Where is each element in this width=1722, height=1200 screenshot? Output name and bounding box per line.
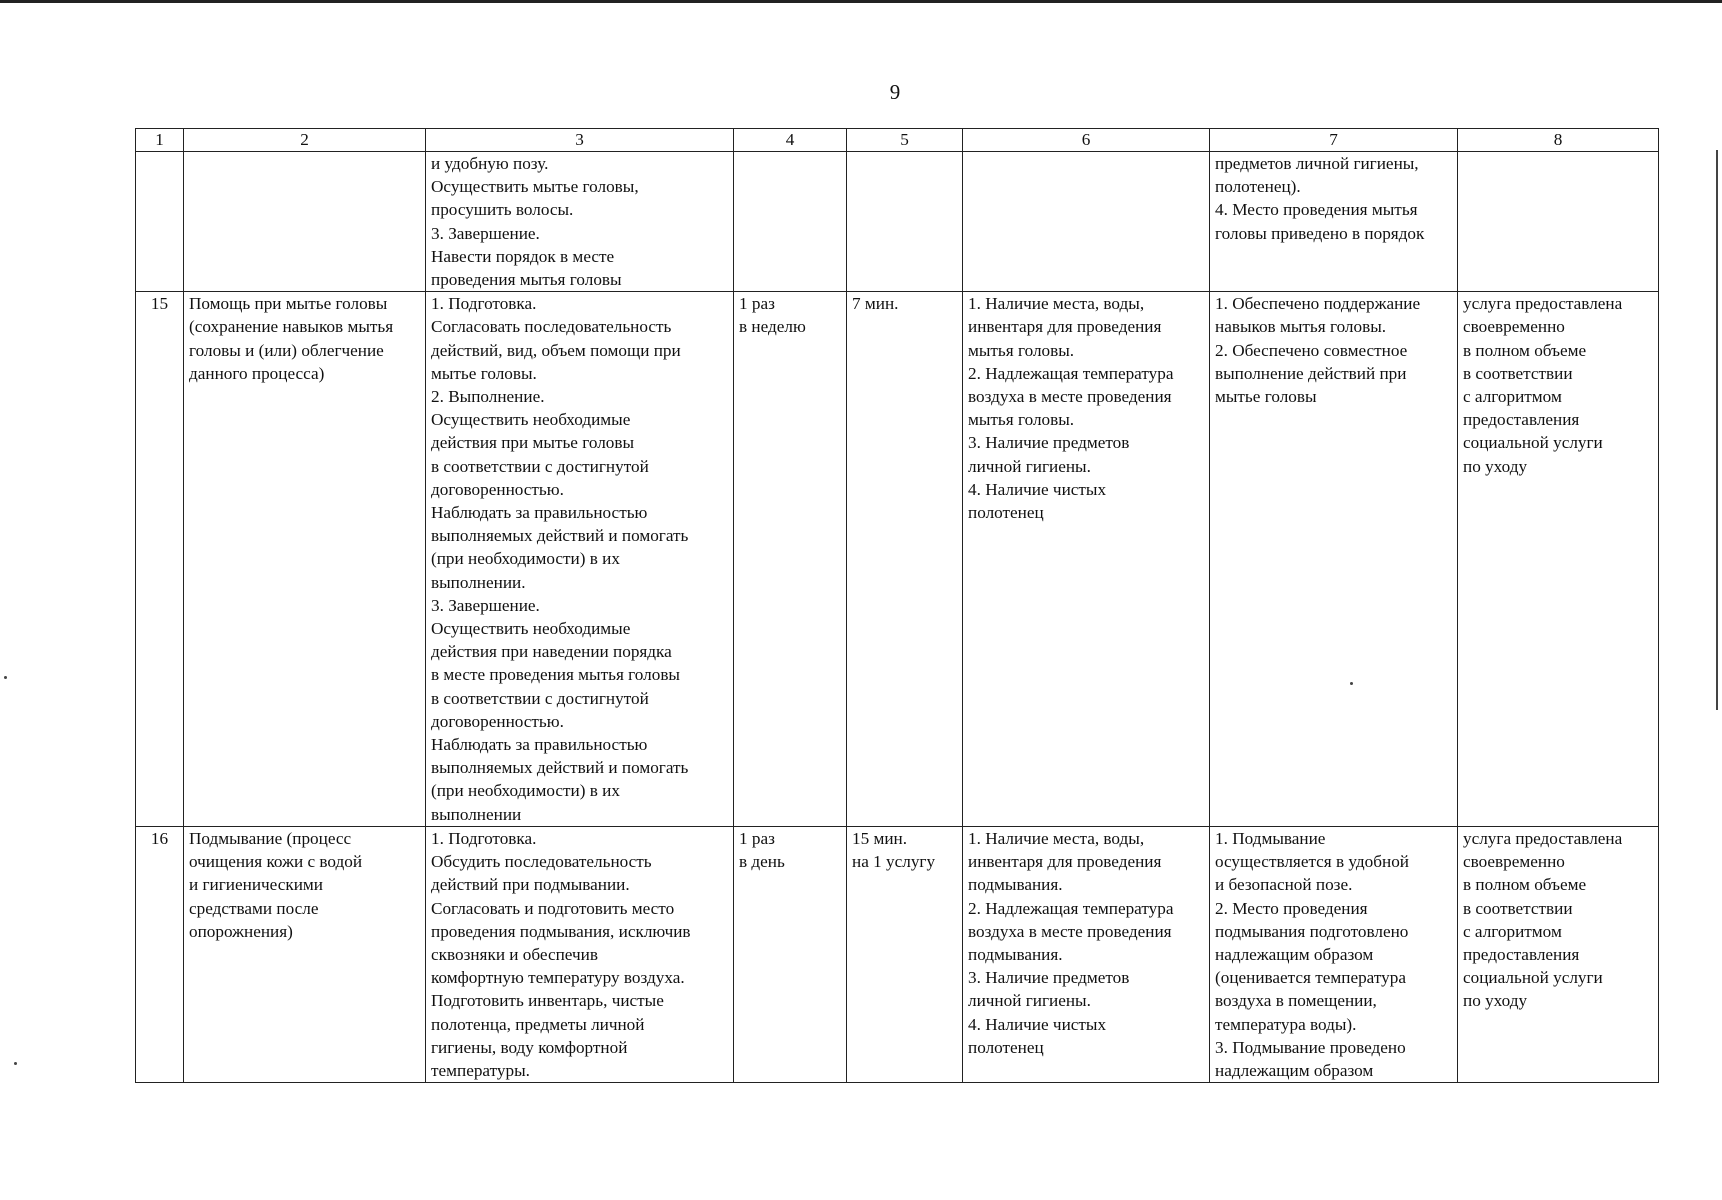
evaluation-cell [1458, 152, 1659, 292]
results-cell: предметов личной гигиены, полотенец). 4. Место проведения мытья головы приведено в порядок [1210, 152, 1458, 292]
page-number: 9 [889, 80, 901, 104]
scan-speck [4, 676, 7, 679]
scan-edge-right [1716, 150, 1718, 710]
actions-cell: 1. Подготовка. Обсудить последовательность действий при подмывании. Согласовать и подготовить место проведения подмывания, исключив сквозняки и обеспечив комфортную температуру воздуха. Подготовить инвентарь, чистые полотенца, предметы личной гигиены, воду комфортной температуры. [426, 826, 734, 1082]
service-name-cell: Подмывание (процесс очищения кожи с водой и гигиеническими средствами после опорожнения) [184, 826, 426, 1082]
services-table [135, 128, 1659, 1083]
scan-edge-top [0, 0, 1722, 3]
service-name-cell [184, 152, 426, 292]
row-number-cell [136, 152, 184, 292]
frequency-cell: 1 раз в день [734, 826, 847, 1082]
column-number-header: 5 [847, 129, 963, 152]
table-row-16 [136, 826, 1659, 1082]
evaluation-cell: услуга предоставлена своевременно в полном объеме в соответствии с алгоритмом предоставления социальной услуги по уходу [1458, 292, 1659, 827]
column-number-header: 2 [184, 129, 426, 152]
duration-cell [847, 152, 963, 292]
results-cell: 1. Подмывание осуществляется в удобной и безопасной позе. 2. Место проведения подмывания подготовлено надлежащим образом (оценивается температура воздуха в помещении, температура воды). 3. Подмывание проведено надлежащим образом [1210, 826, 1458, 1082]
service-name-cell: Помощь при мытье головы (сохранение навыков мытья головы и (или) облегчение данного процесса) [184, 292, 426, 827]
table-row-continuation [136, 152, 1659, 292]
row-number-cell: 16 [136, 826, 184, 1082]
conditions-cell: 1. Наличие места, воды, инвентаря для проведения мытья головы. 2. Надлежащая температура воздуха в месте проведения мытья головы. 3. Наличие предметов личной гигиены. 4. Наличие чистых полотенец [963, 292, 1210, 827]
column-number-header: 6 [963, 129, 1210, 152]
frequency-cell [734, 152, 847, 292]
evaluation-cell: услуга предоставлена своевременно в полном объеме в соответствии с алгоритмом предоставления социальной услуги по уходу [1458, 826, 1659, 1082]
duration-cell: 7 мин. [847, 292, 963, 827]
duration-cell: 15 мин. на 1 услугу [847, 826, 963, 1082]
scan-speck [14, 1062, 17, 1065]
conditions-cell [963, 152, 1210, 292]
column-number-header: 3 [426, 129, 734, 152]
column-number-header: 8 [1458, 129, 1659, 152]
conditions-cell: 1. Наличие места, воды, инвентаря для проведения подмывания. 2. Надлежащая температура воздуха в месте проведения подмывания. 3. Наличие предметов личной гигиены. 4. Наличие чистых полотенец [963, 826, 1210, 1082]
results-cell: 1. Обеспечено поддержание навыков мытья головы. 2. Обеспечено совместное выполнение действий при мытье головы [1210, 292, 1458, 827]
column-number-header: 7 [1210, 129, 1458, 152]
column-number-header: 1 [136, 129, 184, 152]
column-number-header: 4 [734, 129, 847, 152]
row-number-cell: 15 [136, 292, 184, 827]
table-row-15 [136, 292, 1659, 827]
actions-cell: и удобную позу. Осуществить мытье головы, просушить волосы. 3. Завершение. Навести порядок в месте проведения мытья головы [426, 152, 734, 292]
actions-cell: 1. Подготовка. Согласовать последовательность действий, вид, объем помощи при мытье головы. 2. Выполнение. Осуществить необходимые действия при мытье головы в соответствии с достигнутой договоренностью. Наблюдать за правильностью выполняемых действий и помогать (при необходимости) в их выполнении. 3. Завершение. Осуществить необходимые действия при наведении порядка в месте проведения мытья головы в соответствии с достигнутой договоренностью. Наблюдать за правильностью выполняемых действий и помогать (при необходимости) в их выполнении [426, 292, 734, 827]
column-number-row [136, 129, 1659, 152]
frequency-cell: 1 раз в неделю [734, 292, 847, 827]
